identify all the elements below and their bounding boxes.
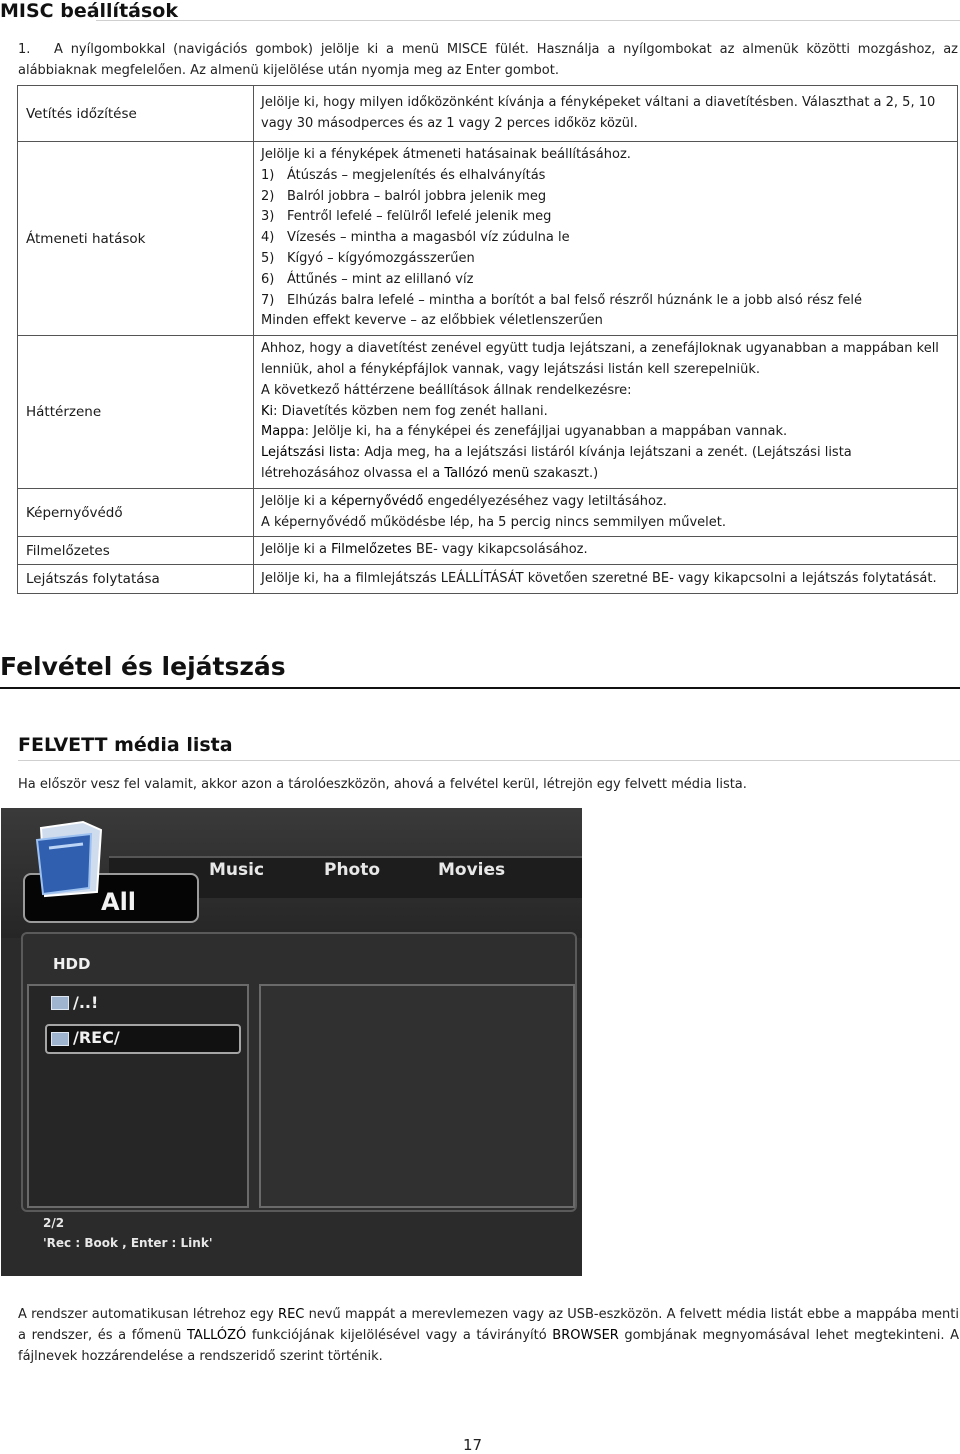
music-option-off-key: Ki xyxy=(261,403,274,419)
list-item-number: 6) xyxy=(261,271,275,287)
screensaver-post: engedélyezéséhez vagy letiltásához. xyxy=(423,493,667,509)
screensaver-key: képernyővédő xyxy=(331,493,424,509)
music-option-playlist-text: : Adja meg, ha a lejátszási listáról kívánja lejátszani a zenét. (Lejátszási lista létrehozásához olvassa el a xyxy=(261,445,852,481)
device-label: HDD xyxy=(53,955,91,973)
misc-title-rule xyxy=(96,20,960,21)
table-row xyxy=(18,142,958,336)
list-item-text: Balról jobbra – balról jobbra jelenik meg xyxy=(287,188,547,204)
misc-title: MISC beállítások xyxy=(0,0,178,22)
subtitle-rule xyxy=(18,760,960,761)
list-item: /..! xyxy=(73,993,99,1012)
recorded-media-list-subtitle: FELVETT média lista xyxy=(18,734,233,756)
p3-part-b: nevű mappát a merevlemezen vagy az USB-eszközön. A felvett média listát ebbe a mappába menti a rendszer, és a főmenü xyxy=(18,1307,959,1343)
list-item-number: 4) xyxy=(261,230,275,246)
row-desc-transition-effects xyxy=(254,142,958,336)
row-label-screensaver: Képernyővédő xyxy=(18,488,254,537)
transition-intro: Jelölje ki a fényképek átmeneti hatásainak beállításához. xyxy=(261,147,631,162)
music-option-playlist xyxy=(261,443,950,485)
transition-outro: Minden effekt keverve – az előbbiek véletlenszerűen xyxy=(261,313,603,329)
row-label-movie-preview: Filmelőzetes xyxy=(18,537,254,565)
list-item-number: 2) xyxy=(261,188,275,204)
list-item xyxy=(261,228,950,249)
rec-folder-paragraph xyxy=(18,1304,959,1367)
preview-panel xyxy=(259,984,575,1208)
misc-settings-table xyxy=(17,85,958,594)
table-row xyxy=(18,488,958,537)
list-item-number: 1) xyxy=(261,167,275,183)
tab-movies: Movies xyxy=(438,860,506,880)
record-playback-title: Felvétel és lejátszás xyxy=(0,652,286,681)
p3-rec: REC xyxy=(278,1307,305,1322)
music-line-2: A következő háttérzene beállítások állnak rendelkezésre: xyxy=(261,382,632,398)
row-desc-resume-playback: Jelölje ki, ha a filmlejátszás LEÁLLÍTÁSÁT követően szeretné BE- vagy kikapcsolni a lejátszás folytatását. xyxy=(254,565,958,594)
list-item xyxy=(261,249,950,270)
row-label-transition-effects: Átmeneti hatások xyxy=(18,142,254,336)
music-option-playlist-end: szakaszt.) xyxy=(529,465,599,481)
browser-screenshot xyxy=(1,808,582,1276)
list-item xyxy=(261,270,950,291)
list-item: /REC/ xyxy=(73,1028,120,1047)
list-item-number: 7) xyxy=(261,292,275,308)
tab-all-label: All xyxy=(101,888,137,916)
slideshow-timing-text: Jelölje ki, hogy milyen időközönként kívánja a fényképeket váltani a diavetítésben. Választhat a 2, 5, 10 vagy 30 másodperces és az 1 vagy 2 perces időköz közül. xyxy=(261,94,936,131)
list-item-text: Elhúzás balra lefelé – mintha a borítót a bal felső részről húznánk le a jobb alsó rész felé xyxy=(287,292,862,308)
music-option-folder-text: : Jelölje ki, ha a fényképei és zenefájljai ugyanabban a mappában vannak. xyxy=(304,424,788,440)
p3-tallozo: TALLÓZÓ xyxy=(187,1328,247,1343)
music-option-folder xyxy=(261,422,950,443)
movie-preview-key: Filmelőzetes xyxy=(331,542,412,558)
tab-music: Music xyxy=(209,860,265,880)
step-1-text: A nyílgombokkal (navigációs gombok) jelölje ki a menü MISCE fülét. Használja a nyílgombokat az almenük közötti mozgáshoz, az alábbiaknak megfelelően. Az almenü kijelölése után nyomja meg az Enter gombot. xyxy=(18,42,959,78)
list-item-number: 3) xyxy=(261,209,275,225)
table-row xyxy=(18,537,958,565)
list-item-text: Vízesés – mintha a magasból víz zúdulna le xyxy=(287,230,570,246)
file-list-panel xyxy=(27,984,249,1208)
row-label-background-music: Háttérzene xyxy=(18,336,254,489)
record-title-rule xyxy=(0,687,960,689)
recorded-media-intro: Ha először vesz fel valamit, akkor azon a tárolóeszközön, ahová a felvétel kerül, létrejön egy felvett média lista. xyxy=(18,777,747,792)
list-item xyxy=(261,291,950,312)
music-option-off-text: : Diavetítés közben nem fog zenét hallani. xyxy=(273,403,548,419)
parent-folder-icon xyxy=(51,996,69,1010)
screensaver-line-2: A képernyővédő működésbe lép, ha 5 percig nincs semmilyen művelet. xyxy=(261,514,726,530)
list-item-text: Fentről lefelé – felülről lefelé jelenik meg xyxy=(287,209,552,225)
row-label-slideshow-timing: Vetítés időzítése xyxy=(18,86,254,142)
movie-preview-pre: Jelölje ki a xyxy=(261,542,332,558)
list-item xyxy=(261,166,950,187)
music-option-off xyxy=(261,402,950,423)
music-line-1: Ahhoz, hogy a diavetítést zenével együtt tudja lejátszani, a zenefájloknak ugyanabban a mappában kell lenniük, ahol a fényképfájlok vannak, vagy lejátszási listán kell szerepelniük. xyxy=(261,341,939,377)
row-desc-background-music xyxy=(254,336,958,489)
row-desc-screensaver xyxy=(254,488,958,537)
list-item-number: 5) xyxy=(261,250,275,266)
movie-preview-post: BE- vagy kikapcsolásához. xyxy=(411,542,588,558)
folder-icon xyxy=(31,818,111,898)
music-option-playlist-key: Lejátszási lista xyxy=(261,445,356,461)
rec-folder-icon xyxy=(51,1032,69,1046)
p3-part-a: A rendszer automatikusan létrehoz egy xyxy=(18,1307,279,1322)
page-indicator: 2/2 xyxy=(43,1216,65,1230)
p3-part-d: gombjának megnyomásával lehet megtekinteni. A fájlnevek hozzárendelése a rendszeridő szerint történik. xyxy=(18,1328,960,1364)
row-desc-movie-preview xyxy=(254,537,958,565)
step-1-paragraph xyxy=(18,39,958,81)
music-option-folder-key: Mappa xyxy=(261,424,305,440)
screensaver-pre: Jelölje ki a xyxy=(261,493,332,509)
key-hint: 'Rec : Book , Enter : Link' xyxy=(43,1236,213,1250)
list-item-text: Átúszás – megjelenítés és elhalványítás xyxy=(287,167,546,183)
p3-part-c: funkciójának kijelölésével vagy a távirányító xyxy=(246,1328,553,1343)
list-item-text: Áttűnés – mint az elillanó víz xyxy=(287,271,474,287)
music-option-playlist-link: Tallózó menü xyxy=(444,465,530,481)
table-row xyxy=(18,565,958,594)
table-row xyxy=(18,86,958,142)
p3-browser: BROWSER xyxy=(552,1328,619,1343)
tab-photo: Photo xyxy=(324,860,381,880)
table-row xyxy=(18,336,958,489)
list-item xyxy=(261,207,950,228)
step-1-number: 1. xyxy=(18,42,31,57)
screensaver-line-1 xyxy=(261,492,950,513)
list-item-text: Kígyó – kígyómozgásszerűen xyxy=(287,250,475,266)
list-item xyxy=(261,187,950,208)
page-number: 17 xyxy=(463,1436,483,1454)
row-label-resume-playback: Lejátszás folytatása xyxy=(18,565,254,594)
row-desc-slideshow-timing xyxy=(254,86,958,142)
